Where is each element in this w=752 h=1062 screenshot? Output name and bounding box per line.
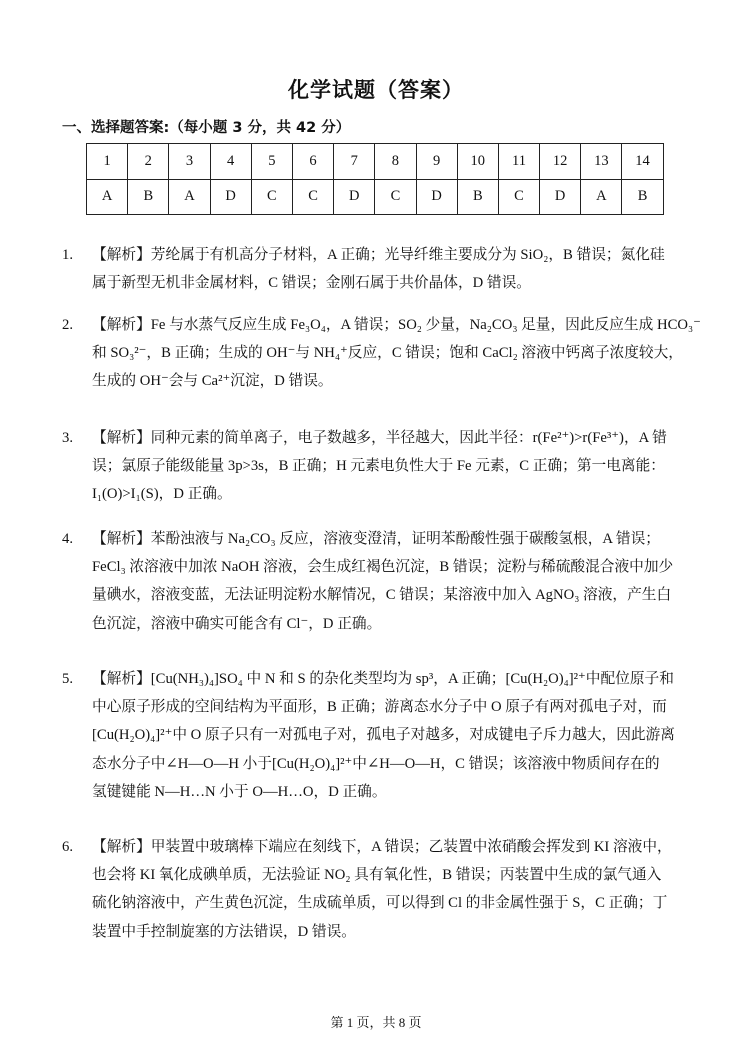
explanation-line: 【解析】[Cu(NH₃)₄]SO₄ 中 N 和 S 的杂化类型均为 sp³，A 正确；[Cu(H₂O)₄]²⁺中配位原子和 (92, 671, 674, 687)
explanation-line: 色沉淀，溶液中确实可能含有 Cl⁻，D 正确。 (92, 615, 382, 632)
explanation-line: 生成的 OH⁻会与 Ca²⁺沉淀，D 错误。 (92, 373, 333, 390)
answer-letter-cell: C (498, 179, 539, 215)
answer-number-cell: 2 (128, 144, 169, 180)
answer-number-cell: 12 (540, 144, 581, 180)
question-explanation (62, 665, 692, 806)
explanation-line: 【解析】同种元素的简单离子，电子数越多，半径越大，因此半径：r(Fe²⁺)>r(Fe³⁺)，A 错 (92, 430, 667, 446)
explanation-line: [Cu(H₂O)₄]²⁺中 O 原子只有一对孤电子对，孤电子对越多，对成键电子斥力越大，因此游离 (92, 727, 675, 744)
explanation-line: 【解析】Fe 与水蒸气反应生成 Fe₃O₄，A 错误；SO₂ 少量，Na₂CO₃ 足量，因此反应生成 HCO₃⁻ (92, 317, 701, 333)
answer-number-cell: 1 (87, 144, 128, 180)
page-title: 化学试题（答案） (288, 78, 464, 102)
question-explanation (62, 241, 692, 297)
explanation-line: 误；氯原子能级能量 3p>3s，B 正确；H 元素电负性大于 Fe 元素，C 正确；第一电离能： (92, 458, 665, 475)
answer-letter-cell: A (169, 179, 210, 215)
answer-number-cell: 8 (375, 144, 416, 180)
explanation-line: 属于新型无机非金属材料，C 错误；金刚石属于共价晶体，D 错误。 (92, 275, 531, 292)
question-number: 5. (62, 671, 74, 687)
explanation-line: 硫化钠溶液中，产生黄色沉淀，生成硫单质，可以得到 Cl 的非金属性强于 S，C 正确；丁 (92, 895, 668, 912)
answer-letter-cell: D (540, 179, 581, 215)
explanation-line: 量碘水，溶液变蓝，无法证明淀粉水解情况，C 错误；某溶液中加入 AgNO₃ 溶液，产生白 (92, 587, 672, 604)
answer-number-row (87, 144, 664, 180)
answer-letter-cell: C (251, 179, 292, 215)
answer-letter-cell: B (457, 179, 498, 215)
question-number: 2. (62, 317, 74, 333)
answer-number-cell: 14 (622, 144, 663, 180)
question-explanation (62, 424, 692, 509)
explanation-line: 【解析】甲装置中玻璃棒下端应在刻线下，A 错误；乙装置中浓硝酸会挥发到 KI 溶液中， (92, 839, 672, 855)
answer-letter-cell: C (375, 179, 416, 215)
answer-letter-cell: B (128, 179, 169, 215)
explanation-line: 氢键键能 N—H…N 小于 O—H…O，D 正确。 (92, 783, 387, 800)
answer-letter-cell: D (334, 179, 375, 215)
explanation-line: 【解析】苯酚浊液与 Na₂CO₃ 反应，溶液变澄清，证明苯酚酸性强于碳酸氢根，A 错误； (92, 531, 660, 547)
question-explanation (62, 525, 692, 638)
answer-letter-cell: D (416, 179, 457, 215)
explanation-line: 装置中手控制旋塞的方法错误，D 错误。 (92, 923, 356, 940)
answer-number-cell: 6 (292, 144, 333, 180)
answer-number-cell: 7 (334, 144, 375, 180)
explanation-line: 也会将 KI 氧化成碘单质，无法验证 NO₂ 具有氧化性，B 错误；丙装置中生成的氯气通入 (92, 867, 662, 884)
explanation-line: 和 SO₃²⁻，B 正确；生成的 OH⁻与 NH₄⁺反应，C 错误；饱和 CaCl₂ 溶液中钙离子浓度较大， (92, 345, 683, 362)
answer-letter-cell: A (581, 179, 622, 215)
answer-letter-cell: C (292, 179, 333, 215)
question-number: 3. (62, 430, 74, 446)
explanation-line: 中心原子形成的空间结构为平面形，B 正确；游离态水分子中 O 原子有两对孤电子对，而 (92, 699, 667, 716)
answer-number-cell: 3 (169, 144, 210, 180)
question-explanation (62, 311, 701, 396)
question-number: 1. (62, 247, 74, 263)
answer-number-cell: 9 (416, 144, 457, 180)
explanation-line: 【解析】芳纶属于有机高分子材料，A 正确；光导纤维主要成分为 SiO₂，B 错误；氮化硅 (92, 247, 665, 263)
answer-letter-row (87, 179, 664, 215)
question-number: 4. (62, 531, 74, 547)
explanation-line: I₁(O)>I₁(S)，D 正确。 (92, 486, 232, 503)
explanation-line: FeCl₃ 浓溶液中加浓 NaOH 溶液，会生成红褐色沉淀，B 错误；淀粉与稀硫酸混合液中加少 (92, 559, 674, 576)
explanation-line: 态水分子中∠H—O—H 小于[Cu(H₂O)₄]²⁺中∠H—O—H，C 错误；该溶液中物质间存在的 (92, 755, 660, 772)
answer-letter-cell: A (87, 179, 128, 215)
answer-letter-cell: D (210, 179, 251, 215)
answer-number-cell: 4 (210, 144, 251, 180)
answer-table (86, 143, 664, 215)
question-number: 6. (62, 839, 74, 855)
answer-number-cell: 13 (581, 144, 622, 180)
question-explanation (62, 833, 692, 946)
page-footer: 第 1 页，共 8 页 (330, 1015, 422, 1030)
answer-letter-cell: B (622, 179, 663, 215)
answer-number-cell: 5 (251, 144, 292, 180)
answer-number-cell: 11 (498, 144, 539, 180)
answer-number-cell: 10 (457, 144, 498, 180)
section-heading: 一、选择题答案:（每小题 3 分，共 42 分） (62, 120, 351, 136)
